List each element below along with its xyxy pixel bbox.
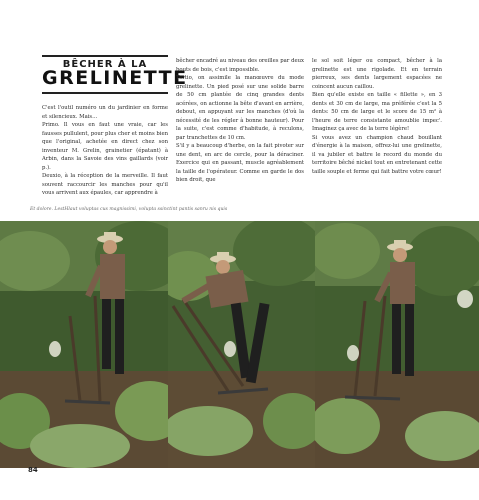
paragraph: Tertio, on assimile la manœuvre du mode grelinette. Un pied posé sur une solide barre de 50 cm plantée de cinq grandes dents acérées, on actionne la bête d'avant en arrière, debout, en appuyant sur les manches (d'où la nécessité de les régler à bonne hauteur). Pour la suite, c'est comme d'habitude, à reculons, par tranchettes de 10 cm. xyxy=(176,75,304,141)
title-rule-top xyxy=(42,55,168,57)
title-rule-bottom xyxy=(42,92,168,94)
text-column-3 xyxy=(312,57,442,176)
paragraph: Si vous avez un champion chaud bouillant d'énergie à la maison, offrez-lui une grelinette, il va jubiler et battre le record du monde du territoire bêché nickel tout en entretenant cette taille souple et ferme qui fait battre votre cœur! xyxy=(312,134,442,175)
text-column-2 xyxy=(176,57,304,185)
paragraph: bêcher encadré au niveau des oreilles par deux bouts de bois, c'est impossible. xyxy=(176,58,304,73)
photo-panel-1 xyxy=(0,221,168,468)
text-column-1 xyxy=(42,104,168,198)
paragraph: le sol soit léger ou compact, bêcher à la grelinette est une rigolade. Et en terrain pierreux, ses dents largement espacées ne coincent aucun caillou. xyxy=(312,58,442,90)
paragraph: Deuxio, à la réception de la merveille. Il faut souvent raccourcir les manches pour qu'il vous arrivent aux épaules, car apprendre à xyxy=(42,173,168,196)
paragraph: Bien qu'elle existe en taille « fillette », en 3 dents et 30 cm de large, ma préférée c'est la 5 dents: 50 cm de large et le score de 15 m² à l'heure de terre consistante amoublie impec'. Imaginez ça avec de la terre légère! xyxy=(312,92,442,132)
page-number: 84 xyxy=(28,466,38,474)
photo-strip xyxy=(0,221,479,468)
title-kicker: BÊCHER À LA xyxy=(62,59,148,70)
page-title: GRELINETTE xyxy=(42,67,188,89)
photo-panel-3 xyxy=(315,221,479,468)
paragraph: C'est l'outil numéro un du jardinier en forme et silencieux. Mais… xyxy=(42,105,168,120)
photo-caption: Et dolore. LestHlaut voluptas cus magnissimi, volupta ssinctint pantis sanru nis quis xyxy=(30,207,228,212)
photo-panel-2 xyxy=(168,221,315,468)
paragraph: Primo. Il vous en faut une vraie, car les fausses pullulent, pour plus cher et moins bien que l'original, achetée en direct chez son inventeur M. Grelin, grainetier (épatant) à Arbin, dans la Savoie des vins gaillards (voir p.). xyxy=(42,122,168,171)
paragraph: S'il y a beaucoup d'herbe, on la fait pivoter sur une dent, en arc de cercle, pour la déraciner. Exercice qui en passant, muscle agréablement la taille de l'opérateur. Comme en garde le dos bien droit, que xyxy=(176,143,304,183)
